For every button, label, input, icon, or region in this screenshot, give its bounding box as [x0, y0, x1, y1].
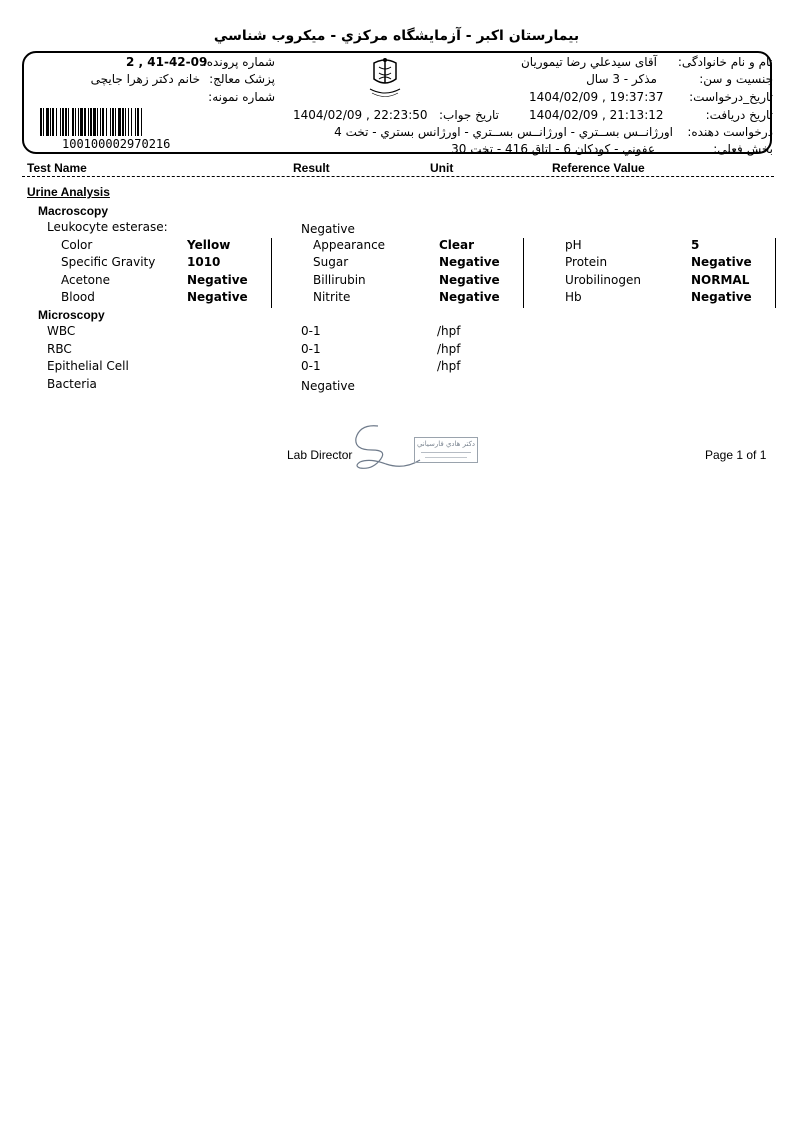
header-separator: [22, 176, 774, 177]
barcode-bar: [122, 108, 124, 136]
col-reference: Reference Value: [552, 161, 645, 175]
ward-label: بخش فعلی:: [713, 142, 773, 156]
barcode-bar: [40, 108, 42, 136]
grid-divider: [523, 238, 524, 308]
grid-divider: [271, 238, 272, 308]
barcode-bar: [102, 108, 104, 136]
grid-value: Negative: [439, 255, 500, 269]
grid-value: Negative: [439, 273, 500, 287]
micro-result: 0-1: [301, 342, 321, 356]
barcode-bar: [46, 108, 49, 136]
micro-unit: /hpf: [437, 359, 461, 373]
barcode-bar: [125, 108, 126, 136]
grid-label: Urobilinogen: [565, 273, 641, 287]
barcode-bar: [65, 108, 67, 136]
hospital-logo-icon: [364, 55, 406, 101]
grid-value: Negative: [691, 290, 752, 304]
barcode-bar: [88, 108, 89, 136]
sample-no-label: شماره نمونه:: [208, 90, 275, 104]
stamp-line: [421, 452, 471, 453]
requester-value: اورژانــس بســتري - اورژانــس بســتري - اورژانس بستري - تخت 4: [334, 125, 673, 139]
patient-name-value: آقای سیدعلي رضا تیموريان: [520, 55, 657, 69]
macroscopy-heading: Macroscopy: [38, 204, 109, 218]
barcode-number: 100100002970216: [62, 137, 171, 151]
barcode-bar: [72, 108, 74, 136]
barcode-bar: [80, 108, 83, 136]
barcode-bar: [110, 108, 111, 136]
col-result: Result: [293, 161, 330, 175]
barcode-bar: [97, 108, 98, 136]
grid-label: pH: [565, 238, 582, 252]
leukocyte-label: Leukocyte esterase:: [47, 220, 168, 234]
physician-label: پزشک معالج:: [209, 72, 275, 86]
barcode-bar: [135, 108, 136, 136]
barcode-bar: [118, 108, 121, 136]
barcode-bar: [128, 108, 129, 136]
grid-label: Hb: [565, 290, 582, 304]
grid-value: Negative: [187, 273, 248, 287]
grid-value: Negative: [187, 290, 248, 304]
micro-test-name: WBC: [47, 324, 76, 338]
barcode-bar: [115, 108, 116, 136]
micro-unit: /hpf: [437, 342, 461, 356]
micro-test-name: Epithelial Cell: [47, 359, 129, 373]
grid-label: Appearance: [313, 238, 386, 252]
stamp-text: دکتر هادي فارسیاني: [416, 440, 476, 448]
request-date-value: 1404/02/09 , 19:37:37: [529, 90, 664, 104]
barcode-bar: [100, 108, 101, 136]
barcode-bar: [62, 108, 64, 136]
grid-divider: [775, 238, 776, 308]
section-title: Urine Analysis: [27, 185, 110, 199]
answer-date-label: تاریخ جواب:: [439, 108, 499, 122]
ward-value: عفوني - کودکان 6 - اتاق 416 - تخت 30: [451, 142, 655, 156]
grid-value: Yellow: [187, 238, 231, 252]
barcode-bar: [75, 108, 76, 136]
stamp-line: [425, 457, 467, 458]
grid-label: Color: [61, 238, 93, 252]
barcode-bar: [137, 108, 139, 136]
barcode-bar: [60, 108, 61, 136]
col-unit: Unit: [430, 161, 454, 175]
receive-date-label: تاریخ دریافت:: [705, 108, 773, 122]
file-no-value: 2 , 41-42-09: [126, 55, 208, 69]
col-test-name: Test Name: [27, 161, 87, 175]
grid-value: Clear: [439, 238, 475, 252]
barcode-bar: [112, 108, 114, 136]
micro-test-name: Bacteria: [47, 377, 97, 391]
barcode-bar: [68, 108, 69, 136]
micro-test-name: RBC: [47, 342, 72, 356]
barcode-bar: [90, 108, 92, 136]
grid-label: Sugar: [313, 255, 349, 269]
barcode-bar: [52, 108, 54, 136]
barcode-bar: [56, 108, 57, 136]
grid-value: Negative: [691, 255, 752, 269]
request-date-label: تاریخ_درخواست:: [689, 90, 773, 104]
sex-age-label: جنسیت و سن:: [699, 72, 773, 86]
grid-label: Blood: [61, 290, 95, 304]
grid-label: Billirubin: [313, 273, 366, 287]
file-no-label: شماره پرونده:: [202, 55, 275, 69]
grid-value: 1010: [187, 255, 221, 269]
barcode-bar: [106, 108, 107, 136]
leukocyte-value: Negative: [301, 222, 355, 236]
micro-result: 0-1: [301, 359, 321, 373]
barcode-bar: [84, 108, 86, 136]
stamp: [414, 437, 478, 463]
report-title: بيمارستان اکبر - آزمايشگاه مرکزي - ميکروب شناسي: [213, 28, 580, 44]
lab-director-label: Lab Director: [287, 448, 353, 462]
microscopy-heading: Microscopy: [38, 308, 105, 322]
grid-label: Acetone: [61, 273, 111, 287]
grid-value: 5: [691, 238, 700, 252]
grid-value: Negative: [439, 290, 500, 304]
micro-result: Negative: [301, 379, 355, 393]
micro-result: 0-1: [301, 324, 321, 338]
barcode-bar: [50, 108, 51, 136]
grid-label: Nitrite: [313, 290, 351, 304]
receive-date-value: 1404/02/09 , 21:13:12: [529, 108, 664, 122]
grid-label: Protein: [565, 255, 608, 269]
patient-name-label: نام و نام خانوادگی:: [677, 55, 773, 69]
grid-label: Specific Gravity: [61, 255, 156, 269]
barcode-bar: [93, 108, 96, 136]
barcode-bar: [43, 108, 44, 136]
sex-age-value: مذکر - 3 سال: [586, 72, 657, 86]
barcode-icon: [40, 108, 208, 136]
requester-label: درخواست دهنده:: [687, 125, 773, 139]
answer-date-value: 1404/02/09 , 22:23:50: [293, 108, 428, 122]
barcode-bar: [131, 108, 132, 136]
barcode-bar: [141, 108, 142, 136]
barcode-bar: [78, 108, 79, 136]
micro-unit: /hpf: [437, 324, 461, 338]
page-number: Page 1 of 1: [705, 448, 767, 462]
grid-value: NORMAL: [691, 273, 750, 287]
physician-value: خانم دکتر زهرا جایچی: [90, 72, 200, 86]
